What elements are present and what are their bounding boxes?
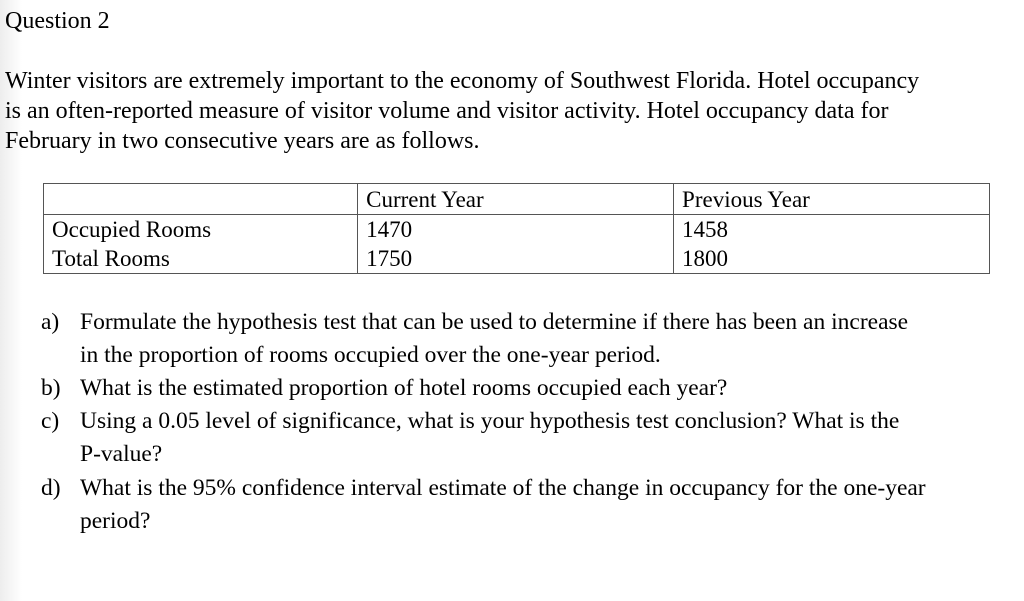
item-text-line: in the proportion of rooms occupied over the one-year period. (80, 342, 661, 368)
item-label: b) (41, 375, 61, 401)
table-header-row (44, 184, 990, 215)
row-label-occupied-rooms: Occupied Rooms (44, 215, 358, 245)
intro-line: February in two consecutive years are as follows. (5, 128, 480, 154)
list-item-c (41, 405, 1024, 471)
item-text-line: Formulate the hypothesis test that can be used to determine if there has been an increase (80, 309, 909, 335)
table-row (44, 244, 990, 274)
intro-line: is an often-reported measure of visitor volume and visitor activity. Hotel occupancy data for (5, 98, 889, 124)
intro-paragraph (5, 66, 995, 156)
item-text-line: P-value? (80, 441, 163, 467)
question-title: Question 2 (5, 8, 110, 34)
cell-previous-occupied: 1458 (674, 215, 990, 245)
list-item-b (41, 372, 1024, 405)
item-label: c) (41, 408, 60, 434)
cell-previous-total: 1800 (674, 244, 990, 274)
item-text-line: Using a 0.05 level of significance, what is your hypothesis test conclusion? What is the (80, 408, 900, 434)
occupancy-table (43, 183, 990, 274)
table-row (44, 215, 990, 245)
cell-current-total: 1750 (358, 244, 674, 274)
item-text-line: What is the 95% confidence interval estimate of the change in occupancy for the one-year (80, 475, 926, 501)
item-text-line: What is the estimated proportion of hotel rooms occupied each year? (80, 375, 728, 401)
question-list (41, 306, 1024, 538)
header-cell-empty (44, 184, 358, 215)
cell-current-occupied: 1470 (358, 215, 674, 245)
item-text-line: period? (80, 508, 151, 534)
list-item-a (41, 306, 1024, 372)
list-item-d (41, 472, 1024, 538)
header-cell-previous-year: Previous Year (674, 184, 990, 215)
item-label: a) (41, 309, 60, 335)
intro-line: Winter visitors are extremely important to the economy of Southwest Florida. Hotel occupancy (5, 68, 920, 94)
row-label-total-rooms: Total Rooms (44, 244, 358, 274)
header-cell-current-year: Current Year (358, 184, 674, 215)
item-label: d) (41, 475, 61, 501)
